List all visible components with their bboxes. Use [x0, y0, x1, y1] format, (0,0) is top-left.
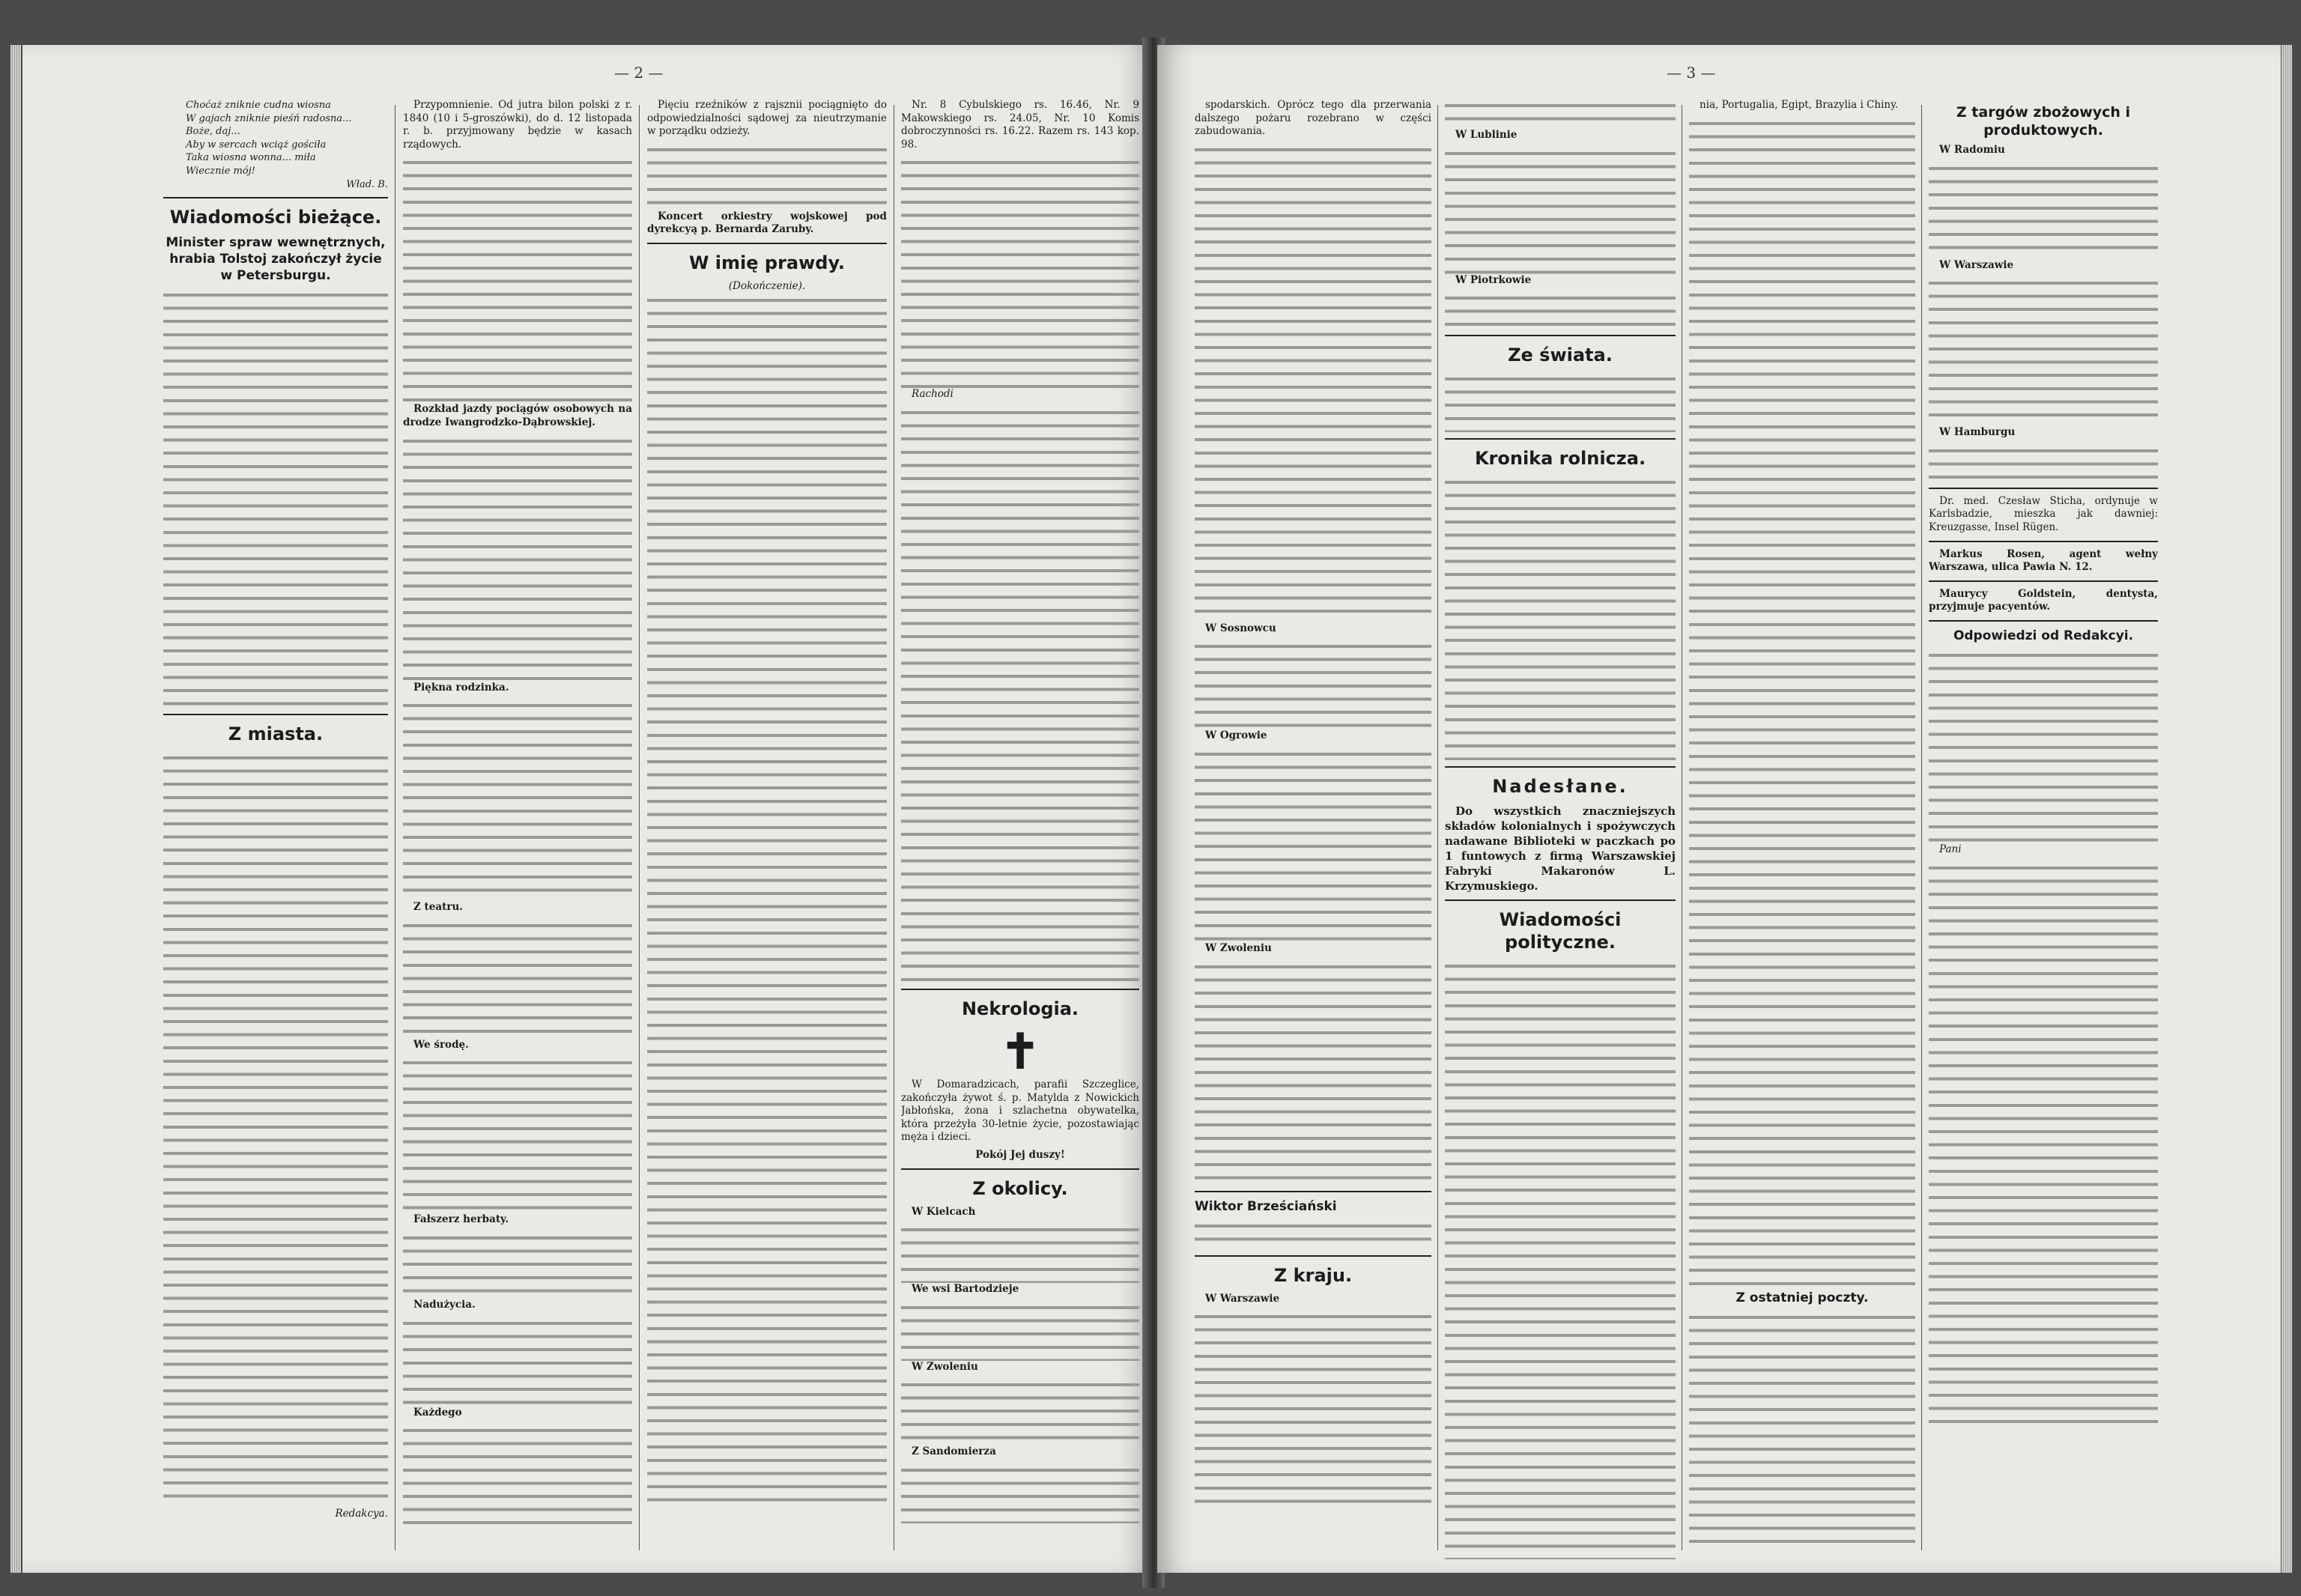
advertisement: Do wszystkich znaczniejszych składów kolonialnych i spożywczych nadawane Biblioteki w paczkach po 1 funtowych z firmą Warszawskiej Fabryki Makaronów L. Krzymuskiego. [1445, 804, 1676, 893]
page-number: — 3 — [1667, 64, 1716, 82]
paragraph: We wsi Bartodzieje [912, 1283, 1019, 1296]
article-body [1445, 959, 1676, 1559]
right-page [1157, 45, 2281, 1573]
paragraph: nia, Portugalia, Egipt, Brazylia i Chiny. [1700, 99, 1899, 111]
article-body [901, 156, 1139, 388]
article-body [403, 1317, 632, 1407]
article-body [901, 1301, 1139, 1361]
obituary-end: Pokój Jej duszy! [975, 1148, 1065, 1161]
poem-signature: Wład. B. [346, 178, 388, 190]
article-body [1445, 147, 1676, 274]
article-body [1929, 276, 2158, 426]
article-body [1195, 143, 1431, 622]
article-body [647, 294, 887, 1507]
section-heading: Odpowiedzi od Redakcyi. [1953, 628, 2134, 643]
article-body [1195, 747, 1431, 942]
page-number: — 2 — [614, 64, 664, 82]
cross-icon: ✝ [1000, 1023, 1040, 1080]
paragraph: W Warszawie [1205, 1292, 1280, 1305]
poem-line: Taka wiosna wonna... miła [186, 152, 316, 164]
paragraph: Koncert orkiestry wojskowej pod dyrekcyą p. Bernarda Zaruby. [647, 210, 887, 236]
poem-line: W gajach zniknie pieśń radosna... [186, 112, 352, 124]
section-heading: Z miasta. [228, 723, 324, 745]
paragraph: We środę. [413, 1038, 469, 1051]
section-heading: Z kraju. [1273, 1264, 1353, 1286]
paragraph: W Lublinie [1455, 129, 1518, 141]
poem [163, 99, 388, 191]
article-body [901, 1378, 1139, 1445]
section-heading: Z okolicy. [972, 1177, 1068, 1199]
column-4 [1929, 99, 2158, 1559]
article-body [403, 434, 632, 682]
section-heading: Kronika rolnicza. [1474, 448, 1646, 470]
paragraph: W Sosnowcu [1205, 622, 1276, 634]
article-body [1929, 444, 2158, 482]
article-body [1929, 649, 2158, 843]
article-body [403, 1056, 632, 1213]
article-body [1929, 162, 2158, 259]
signature: Redakcya. [335, 1508, 388, 1520]
section-heading: Nekrologia. [961, 998, 1079, 1019]
section-heading: Z ostatniej poczty. [1735, 1290, 1869, 1305]
section-heading: Wiadomości polityczne. [1499, 909, 1622, 953]
paragraph: W Zwoleniu [912, 1360, 978, 1373]
column-rule [639, 105, 640, 1550]
left-page-edges [10, 45, 21, 1573]
article-body [1445, 99, 1676, 129]
poem-line: Boże, daj... [186, 126, 240, 138]
column-4 [901, 99, 1139, 1559]
column-1 [1195, 99, 1431, 1559]
section-heading: Z targów zbożowych i produktowych. [1956, 104, 2131, 139]
column-2 [403, 99, 632, 1559]
article-body [163, 751, 388, 1508]
advertisement: Dr. med. Czesław Sticha, ordynuje w Karlsbadzie, mieszka jak dawniej: Kreuzgasse, Insel Rügen. [1929, 494, 2158, 533]
section-heading: Nadesłane. [1492, 776, 1628, 798]
article-body [1929, 861, 2158, 1430]
poem-line: Aby w sercach wciąż gościła [186, 139, 327, 151]
section-heading: Wiadomości bieżące. [169, 207, 382, 228]
article-body [1689, 117, 1915, 1285]
obituary: W Domaradzicach, parafii Szczeglice, zakończyła żywot ś. p. Matylda z Nowickich Jabłońska, żona i szlachetna obywatelka, która przeżyła 30-letnie życie, pozostawiając męża i dzieci. [901, 1078, 1139, 1144]
article-body [403, 156, 632, 403]
paragraph: W Hamburgu [1939, 426, 2016, 439]
article-body [403, 919, 632, 1039]
paragraph: Każdego [413, 1406, 462, 1419]
paragraph: Z Sandomierza [912, 1445, 996, 1458]
paragraph: Piękna rodzinka. [413, 681, 509, 694]
column-2 [1445, 99, 1676, 1559]
article-body [1445, 476, 1676, 760]
paragraph: W Zwoleniu [1205, 941, 1272, 954]
paragraph: Pani [1939, 843, 1962, 855]
paragraph: W Warszawie [1939, 258, 2014, 271]
paragraph: Rachodi [912, 388, 954, 401]
article-body [403, 1424, 632, 1529]
column-3 [1689, 99, 1915, 1559]
article-body [163, 288, 388, 708]
paragraph: W Piotrkowie [1455, 273, 1532, 286]
article-body [1195, 960, 1431, 1185]
paragraph: Z teatru. [413, 901, 463, 914]
advertisement: Maurycy Goldstein, dentysta, przyjmuje pacyentów. [1929, 587, 2158, 613]
paragraph: Przypomnienie. Od jutra bilon polski z r. 1840 (10 i 5-groszówki), do d. 12 listopada r. b. przyjmowany będzie w kasach rządowych. [403, 99, 632, 151]
column-1 [163, 99, 388, 1559]
article-body [1195, 640, 1431, 729]
article-body [403, 1231, 632, 1299]
paragraph: Nadużycia. [413, 1298, 476, 1311]
article-body [1195, 1219, 1431, 1249]
article-body [403, 699, 632, 901]
column-3 [647, 99, 887, 1559]
poem-line: Wiecznie mój! [186, 165, 255, 177]
section-heading: Ze świata. [1508, 345, 1613, 366]
advertisement: Markus Rosen, agent wełny Warszawa, ulica Pawia N. 12. [1929, 547, 2158, 574]
column-rule [1921, 105, 1922, 1550]
column-rule [1437, 105, 1438, 1550]
article-body [901, 1223, 1139, 1283]
paragraph: Fałszerz herbaty. [413, 1213, 509, 1226]
article-body [901, 406, 1139, 983]
subheading: (Dokończenie). [728, 279, 806, 292]
left-page [22, 45, 1152, 1573]
article-body [1689, 1311, 1915, 1543]
article-body [901, 1463, 1139, 1523]
paragraph: W Kielcach [912, 1205, 976, 1218]
article-body [647, 143, 887, 210]
paragraph: Nr. 8 Cybulskiego rs. 16.46, Nr. 9 Makowskiego rs. 24.05, Nr. 10 Komis dobroczynności rs. 16.22. Razem rs. 143 kop. 98. [901, 99, 1139, 151]
paragraph: spodarskich. Oprócz tego dla przerwania dalszego pożaru rozebrano w części zabudowania. [1195, 99, 1431, 138]
article-body [1445, 372, 1676, 432]
poem-line: Choćaż zniknie cudna wiosna [186, 100, 331, 111]
paragraph: Pięciu rzeźników z rajsznii pociągnięto do odpowiedzialności sądowej za nieutrzymanie w porządku odzieży. [647, 99, 887, 138]
paragraph: W Ogrowie [1205, 729, 1267, 742]
article-body [1195, 1310, 1431, 1505]
article-body [1445, 291, 1676, 329]
paragraph: W Radomiu [1939, 144, 2005, 156]
right-page-edges [2282, 45, 2292, 1573]
name-heading: Wiktor Brześciański [1195, 1198, 1337, 1214]
paragraph: Rozkład jazdy pociągów osobowych na drodze Iwangrodzko-Dąbrowskiej. [403, 403, 632, 428]
section-heading: W imię prawdy. [688, 252, 846, 273]
headline: Minister spraw wewnętrznych, hrabia Tolstoj zakończył życie w Petersburgu. [166, 235, 386, 284]
